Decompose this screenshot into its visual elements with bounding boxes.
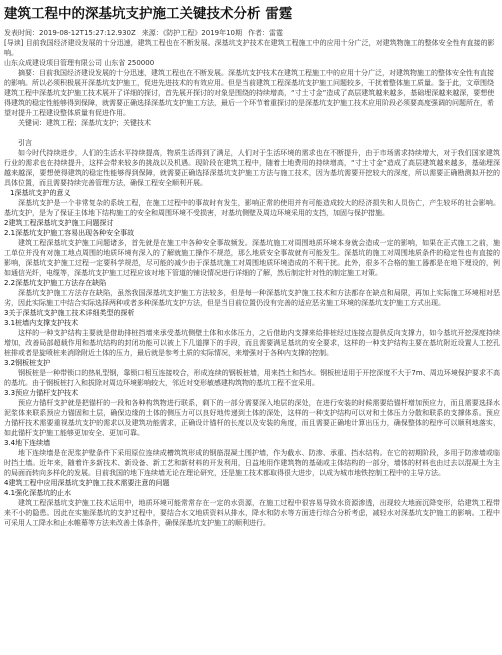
section-3-4-body: 地下连续墙是在泥浆护壁条件下采用原位连续成槽筑筑形成的钢筋混凝土围护墙，作为截水、防渗、承重、挡水结构。在它的初期阶段，多用于防渗墙或临时挡土墙。近年来，随着许多新技术、新设备、新工艺和新材料的开发利用，日益地用作建筑物的基础或主体结构的一部分，墙体的材料也由过去以混凝土为主的局面而转向多样化的发展。目前我国的地下连续墙无论在理论研究，还是施工技术都取得很大进步，以成为城市地铁控制工程中的主导方法。	[4, 449, 500, 477]
spacer	[4, 128, 500, 138]
article-lead: [导读] 目前我国经济建设发展的十分迅速，建筑工程也在不断发展。深基坑支护技术在建筑工程施工中的应用十分广泛，对建筑物施工的整体安全性有直接的影响。	[4, 39, 495, 57]
section-1-heading: 1深基坑支护的意义	[10, 189, 71, 197]
intro-paragraph: 如今时代持续进步，人们的生活水平持续提高，物质生活得到了满足，人们对于生活环境的需求也在不断提升，由于市场需求持续增大，对于我们国家建筑行业的需求也在持续提升，这样会带来较多的挑战以及机遇。现阶段在建筑工程中，随着土地费用的持续增高，“寸土寸金”造成了高层建筑越来越多，基础埋深越来越深，要想使得建筑的稳定性能够得到保障，就需要正确选择深基坑支护施工方法与施工技术，因为基坑需要开挖较大的深度，所以需要正确勘测拟开挖的具体位置，而且需要持续完善管理方法，确保工程安全顺利开展。	[4, 149, 500, 187]
section-3-heading: 3关于深基坑支护施工技术详细类型的探析	[4, 309, 135, 317]
section-2-2-body: 深基坑支护施工方法存在缺陷，虽然我国深基坑支护施工方法较多，但是每一种深基坑支护施工技术和方法都存在缺点和局限，再加上实际施工环境相对恶劣，因此实际施工中结合实际选择两种或者多种深基坑支护方法，但是当目前位置仍没有完善的适应恶劣施工环境的深基坑支护施工方式出现。	[4, 289, 500, 307]
article-meta	[4, 28, 500, 38]
section-3-2-body: 钢板桩是一种带锁口的热轧型钢，靠锁口相互连接咬合，形成连续的钢板桩墙，用来挡土和挡水。钢板桩适用于开挖深度不大于7m、周边环境保护要求不高的基坑。由于钢板桩打入和拔除对周边环境影响较大，邻近对变形敏感建构筑物的基坑工程不宜采用。	[4, 369, 500, 387]
article-title: 建筑工程中的深基坑支护施工关键技术分析 雷霆	[4, 6, 293, 22]
section-3-1-body: 这样的一种支护结构主要就是借助排桩挡墙来承受基坑侧壁土体和水体压力，之后借助内支撑来给排桩经过连接点提供反向支撑力，如今基坑开挖深度持续增加，改善局部超载作用和基坑结构的封闭功能可以被上下几道撑下的手段，而且需要满足基坑的安全要求，这样的一种支护结构主要在基坑附近设置人工挖孔桩排或者是旋喷桩来消除附近土体的压力，最后就是参考土质的实际情况，来增强对于各种内支撑的控制。	[4, 329, 500, 357]
section-3-2-heading: 3.2钢板桩支护	[4, 359, 51, 367]
intro-heading: 引言	[18, 139, 32, 147]
section-3-3-body: 预应力锚杆支护就是把锚杆的一段和各种构筑物进行联系，剩下的一部分需要深入地层的深处，在进行安装的时候需要给锚杆增加预应力，而且需要选择水泥浆体来联系预应力锚固和土层，确保边缘的土体的侧压力可以良好地传递到土体的深处，这样的一种支护结构可以对和土体压力分散和联系的支撑体系。预应力锚杆技术需要重视基坑支护的需求以及建筑功能需求，正确设计锚杆的长度以及安装的角度，而且需要正确地计算出压力，确保整体的程序可以顺利地落实，如此锚杆支护施工能够更加安全、更加可靠。	[4, 399, 500, 437]
article-keywords: 关键词：建筑工程；深基坑支护；关键技术	[18, 119, 151, 127]
section-4-heading: 4建筑工程中应用深基坑支护施工技术需要注意的问题	[4, 479, 170, 487]
section-2-2-heading: 2.2深基坑支护施工方法存在缺陷	[4, 279, 107, 287]
section-3-3-heading: 3.3预应力锚杆支护技术	[4, 389, 79, 397]
section-2-1-heading: 2.1深基坑支护施工容易出现各种安全事故	[4, 229, 135, 237]
article-author: 作者：雷霆	[248, 29, 284, 37]
author-affiliation: 山东众成建设项目管理有限公司 山东省 250000	[4, 59, 155, 67]
section-3-1-heading: 3.1桩墙内支撑支护技术	[4, 319, 79, 327]
article-abstract: 摘要：目前我国经济建设发展的十分迅速，建筑工程也在不断发展。深基坑支护技术在建筑工程施工中的应用十分广泛，对建筑物施工的整体安全性有直接的影响。所以必须积极展开深基坑支护施工，促进先进技术的有效应用。但是当前建筑工程深基坑支护施工问题较多，干扰着整体施工质量。鉴于此，文章围绕建筑工程中深基坑支护施工技术展开了详细的探讨，首先展开探讨的对象是围绕的持续增高，“寸土寸金”造成了高层建筑越来越多，基础埋深越来越深，要想使得建筑的稳定性能够得到保障，就需要正确选择深基坑支护施工方法，最后一个环节着重探讨的是深基坑支护施工技术应用阶段必须要高度强调的问题所在，希望对提升工程建设整体质量有促进作用。	[4, 69, 495, 117]
article-page	[0, 6, 502, 655]
section-4-1-body: 建筑工程深基坑支护施工技术运用中，地质环境可能常常存在一定的水资源，在施工过程中很容易导致水资源渗透，出现较大地面沉降变形，给建筑工程带来不小的隐患。因此在实施深基坑的支护过程中，要结合水文地质资料从排水，降水和防水等方面进行综合分析考虑，减轻水对深基坑支护施工的影响。工程中可采用人工降水和止水帷幕等方法来改善土体条件，确保深基坑支护施工的顺利进行。	[4, 499, 500, 527]
section-1-body: 深基坑支护是一个非常复杂的系统工程，在施工过程中的事故时有发生，影响正常的使用并有可能造成较大的经济损失和人员伤亡，产生较坏的社会影响。基坑支护，是为了保证主体地下结构施工的安全和周围环境不受损害，对基坑侧壁及周边环境采用的支挡，加固与保护措施。	[4, 199, 500, 217]
publish-time: 发表时间：2019-08-12T15:27:12.930Z	[4, 29, 136, 37]
section-3-4-heading: 3.4地下连续墙	[4, 439, 51, 447]
section-2-1-body: 建筑工程深基坑支护施工问题诸多，首先就是在施工中各种安全事故频发。深基坑施工对周围地质环境本身就会造成一定的影响，如果在正式施工之前，施工单位并没有对施工地点周围的地质环境有深入的了解就施工操作不规范，那么地质安全事故就有可能发生。深基坑的施工对周围地质条件的稳定性也有直接的影响，深基坑支护施工过程一定要科学规范，尽可能的减少由于深基坑施工对周围地质环境造成的不利干扰。此外，很多不合格的施工器都是在地下埋设的，例如通信光纤，电缆等，深基坑支护施工过程应该对地下管道的铺设情况进行详细的了解，然后制定针对性的制定施工对策。	[4, 239, 500, 277]
article-source: 来源：《防护工程》2019年10期	[141, 29, 243, 37]
section-2-heading: 2建筑工程深基坑支护施工问题探讨	[4, 219, 114, 227]
section-4-1-heading: 4.1强化深基坑的止水	[4, 489, 72, 497]
